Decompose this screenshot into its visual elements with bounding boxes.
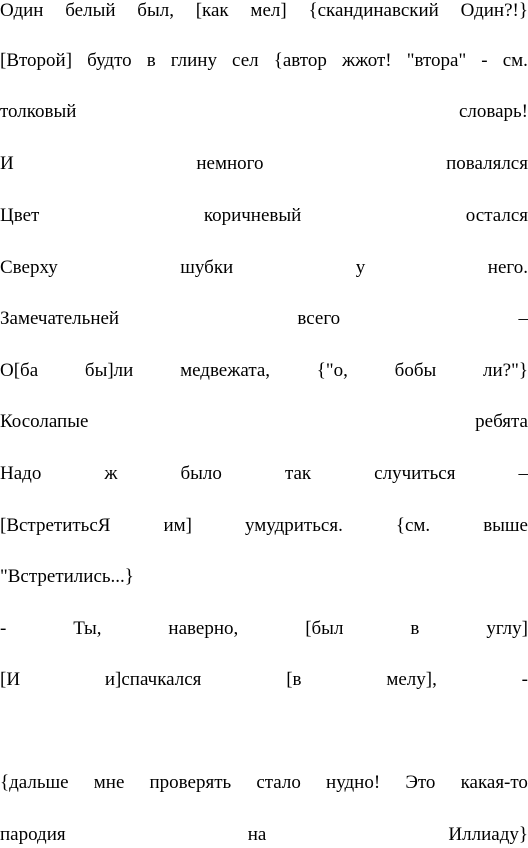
word: белый <box>65 0 115 24</box>
word: Надо <box>0 461 41 487</box>
word: шубки <box>180 255 233 281</box>
word: в <box>147 48 156 74</box>
text-line <box>0 203 528 229</box>
word: {см. <box>396 513 430 539</box>
word: ребята <box>475 409 528 435</box>
word: Иллиаду} <box>448 822 528 848</box>
word: [как <box>196 0 229 24</box>
word: Один?!} <box>461 0 528 24</box>
text-line <box>0 48 528 74</box>
text-line <box>0 409 528 435</box>
text-line <box>0 770 528 796</box>
word: был, <box>137 0 174 24</box>
word: сел <box>232 48 259 74</box>
word: Это <box>405 770 435 796</box>
word: толковый <box>0 99 76 125</box>
word: будто <box>87 48 131 74</box>
word: О[ба <box>0 358 38 384</box>
text-line <box>0 255 528 281</box>
text-line <box>0 564 528 590</box>
word: нудно! <box>326 770 380 796</box>
word: мне <box>94 770 125 796</box>
word: см. <box>503 48 528 74</box>
word: ли?"} <box>483 358 528 384</box>
word: остался <box>466 203 528 229</box>
text-line <box>0 151 528 177</box>
word: случиться <box>374 461 455 487</box>
word: – <box>519 306 528 332</box>
word: Сверху <box>0 255 58 281</box>
text-line <box>0 461 528 487</box>
word: Замечательней <box>0 306 119 332</box>
text-line <box>0 306 528 332</box>
word: [Второй] <box>0 48 72 74</box>
word: - <box>522 667 528 693</box>
word: у <box>356 255 366 281</box>
word: Косолапые <box>0 409 88 435</box>
word: повалялся <box>446 151 528 177</box>
text-line <box>0 99 528 125</box>
word: [в <box>286 667 301 693</box>
text-line <box>0 0 528 24</box>
word: в <box>410 616 419 642</box>
word: немного <box>196 151 263 177</box>
text-line <box>0 616 528 642</box>
word: наверно, <box>168 616 238 642</box>
word: "Встретились...} <box>0 564 134 590</box>
word: него. <box>488 255 528 281</box>
word: на <box>248 822 267 848</box>
word: умудриться. <box>245 513 343 539</box>
word: и]спачкался <box>105 667 202 693</box>
word: [ВстретитьсЯ <box>0 513 110 539</box>
word: коричневый <box>204 203 302 229</box>
word: [И <box>0 667 20 693</box>
word: {дальше <box>0 770 69 796</box>
word: пародия <box>0 822 66 848</box>
text-line <box>0 667 528 693</box>
word: им] <box>163 513 192 539</box>
word: [был <box>305 616 343 642</box>
word: {скандинавский <box>308 0 438 24</box>
word: было <box>181 461 222 487</box>
word: стало <box>256 770 301 796</box>
word: Один <box>0 0 43 24</box>
text-line <box>0 513 528 539</box>
word: углу] <box>486 616 528 642</box>
word: Ты, <box>73 616 101 642</box>
word: И <box>0 151 14 177</box>
text-line <box>0 822 528 848</box>
word: {"о, <box>317 358 348 384</box>
word: ж <box>104 461 117 487</box>
word: бобы <box>395 358 437 384</box>
word: проверять <box>150 770 232 796</box>
word: так <box>285 461 311 487</box>
word: – <box>518 461 528 487</box>
word: всего <box>297 306 340 332</box>
word: мелу], <box>386 667 437 693</box>
word: медвежата, <box>180 358 270 384</box>
word: жжот! <box>342 48 392 74</box>
word: - <box>0 616 6 642</box>
word: - <box>481 48 487 74</box>
word: бы]ли <box>85 358 133 384</box>
word: мел] <box>250 0 286 24</box>
word: какая-то <box>461 770 528 796</box>
word: словарь! <box>459 99 528 125</box>
text-line <box>0 719 528 745</box>
word: {автор <box>274 48 327 74</box>
word: глину <box>171 48 217 74</box>
text-line <box>0 358 528 384</box>
word: "втора" <box>407 48 467 74</box>
word: выше <box>483 513 528 539</box>
word: Цвет <box>0 203 39 229</box>
